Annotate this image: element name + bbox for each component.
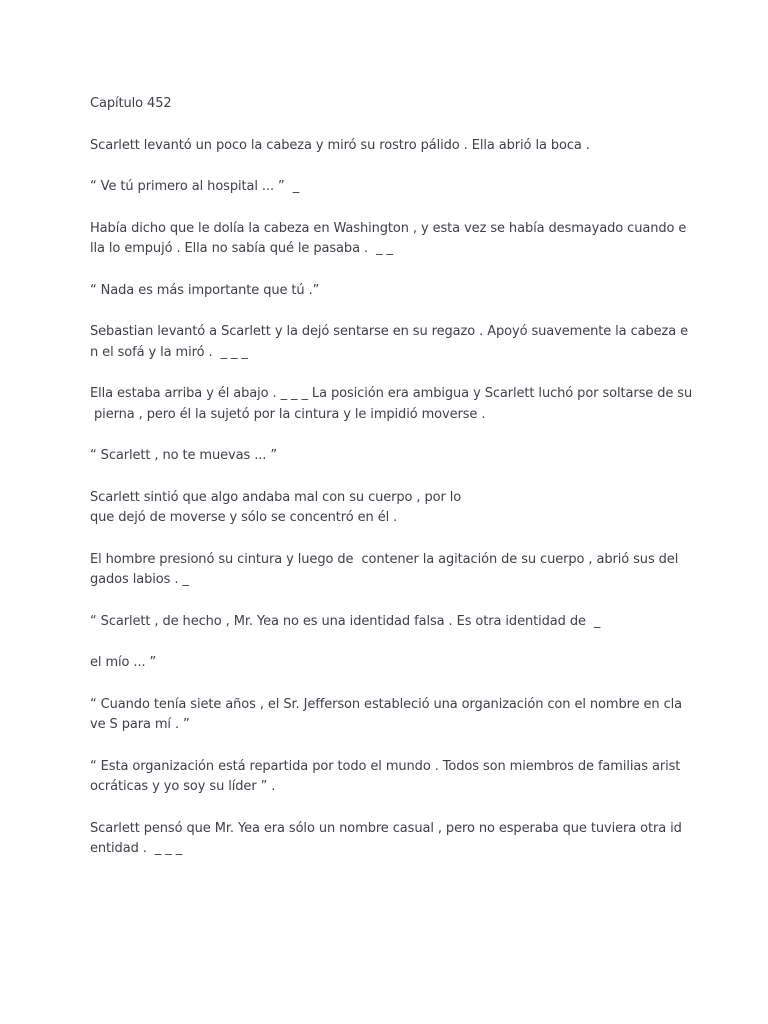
paragraph: [90, 488, 690, 529]
document-body: [90, 94, 693, 881]
text-line: “ Cuando tenía siete años , el Sr. Jefferson estableció una organización con el nombre en cla: [90, 696, 682, 712]
paragraph: [90, 612, 690, 633]
paragraph: [90, 819, 690, 860]
text-line: El hombre presionó su cintura y luego de contener la agitación de su cuerpo , abrió sus del: [90, 551, 679, 567]
text-line: “ Scarlett , de hecho , Mr. Yea no es una identidad falsa . Es otra identidad de _: [90, 613, 601, 629]
text-line: Scarlett levantó un poco la cabeza y miró su rostro pálido . Ella abrió la boca .: [90, 137, 590, 153]
text-line: “ Ve tú primero al hospital ... ” _: [90, 179, 300, 194]
text-line: lla lo empujó . Ella no sabía qué le pasaba . _ _: [90, 241, 393, 256]
text-line: “ Scarlett , no te muevas ... ”: [90, 448, 277, 463]
text-line: Capítulo 452: [90, 96, 172, 111]
paragraph: [90, 550, 690, 591]
text-line: Scarlett pensó que Mr. Yea era sólo un nombre casual , pero no esperaba que tuviera otra id: [90, 820, 682, 836]
text-line: ve S para mí . ”: [90, 717, 190, 732]
paragraph: [90, 695, 690, 736]
text-line: n el sofá y la miró . _ _ _: [90, 344, 248, 360]
paragraph: [90, 653, 690, 674]
text-line: gados labios . _: [90, 572, 189, 587]
text-line: “ Nada es más importante que tú .”: [90, 282, 320, 298]
text-line: Había dicho que le dolía la cabeza en Washington , y esta vez se había desmayado cuando e: [90, 220, 687, 236]
text-line: pierna , pero él la sujetó por la cintura y le impidió moverse .: [90, 406, 486, 422]
text-line: Ella estaba arriba y él abajo . _ _ _ La posición era ambigua y Scarlett luchó por soltarse de su: [90, 386, 693, 401]
chapter-title: [90, 94, 690, 115]
paragraph: [90, 219, 690, 260]
paragraph: [90, 322, 690, 363]
text-line: Scarlett sintió que algo andaba mal con su cuerpo , por lo: [90, 489, 462, 505]
paragraph: [90, 177, 690, 198]
text-line: ocráticas y yo soy su líder ” .: [90, 779, 276, 794]
paragraph: [90, 757, 690, 798]
paragraph: [90, 446, 690, 467]
paragraph: [90, 281, 690, 302]
paragraph: [90, 384, 693, 425]
paragraph: [90, 136, 690, 157]
text-line: entidad . _ _ _: [90, 841, 183, 856]
text-line: el mío ... ”: [90, 655, 157, 670]
text-line: Sebastian levantó a Scarlett y la dejó sentarse en su regazo . Apoyó suavemente la cabeza e: [90, 324, 689, 339]
text-line: “ Esta organización está repartida por todo el mundo . Todos son miembros de familias arist: [90, 758, 681, 774]
text-line: que dejó de moverse y sólo se concentró en él .: [90, 510, 398, 525]
